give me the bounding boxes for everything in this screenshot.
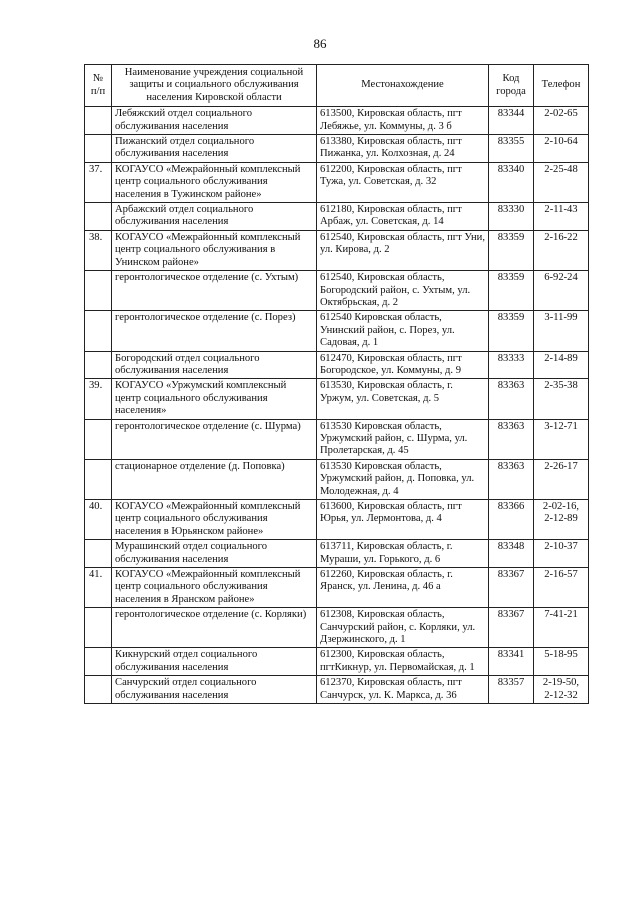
institution-address: 613500, Кировская область, пгт Лебяжье, ул. Коммуны, д. 3 б [317,107,489,135]
row-number [85,351,112,379]
city-code: 83363 [489,419,534,459]
header-address: Местонахождение [317,65,489,107]
institution-address: 612540 Кировская область, Унинский район, с. Порез, ул. Садовая, д. 1 [317,311,489,351]
row-number [85,648,112,676]
institution-name: Лебяжский отдел социального обслуживания населения [112,107,317,135]
table-row [85,459,589,499]
institution-name: КОГАУСО «Уржумский комплексный центр социального обслуживания населения» [112,379,317,419]
institution-address: 612370, Кировская область, пгт Санчурск, ул. К. Маркса, д. 36 [317,676,489,704]
table-row [85,676,589,704]
row-number: 41. [85,568,112,608]
table-row [85,648,589,676]
table-row [85,351,589,379]
institution-name: геронтологическое отделение (с. Ухтым) [112,271,317,311]
institution-name: геронтологическое отделение (с. Корляки) [112,608,317,648]
institution-address: 612540, Кировская область, Богородский район, с. Ухтым, ул. Октябрьская, д. 2 [317,271,489,311]
row-number [85,608,112,648]
city-code: 83366 [489,500,534,540]
institution-address: 612200, Кировская область, пгт Тужа, ул. Советская, д. 32 [317,162,489,202]
row-number [85,419,112,459]
city-code: 83359 [489,271,534,311]
institution-name: стационарное отделение (д. Поповка) [112,459,317,499]
table-row [85,419,589,459]
institution-name: геронтологическое отделение (с. Шурма) [112,419,317,459]
table-row [85,162,589,202]
city-code: 83363 [489,459,534,499]
phone-number: 3-12-71 [534,419,589,459]
city-code: 83367 [489,608,534,648]
institution-name: Пижанский отдел социального обслуживания населения [112,135,317,163]
institution-address: 612260, Кировская область, г. Яранск, ул. Ленина, д. 46 а [317,568,489,608]
city-code: 83357 [489,676,534,704]
row-number [85,107,112,135]
row-number [85,271,112,311]
phone-number: 2-16-57 [534,568,589,608]
phone-number: 6-92-24 [534,271,589,311]
table-row [85,311,589,351]
header-code: Код города [489,65,534,107]
table-row [85,500,589,540]
row-number [85,311,112,351]
table-row [85,608,589,648]
institution-address: 613380, Кировская область, пгт Пижанка, ул. Колхозная, д. 24 [317,135,489,163]
institution-name: Арбажский отдел социального обслуживания населения [112,203,317,231]
table-body [85,107,589,704]
phone-number: 2-16-22 [534,230,589,270]
institutions-table [84,64,589,704]
header-name: Наименование учреждения социальной защиты и социального обслуживания населения Кировской области [112,65,317,107]
institution-address: 613530, Кировская область, г. Уржум, ул. Советская, д. 5 [317,379,489,419]
phone-number: 2-02-65 [534,107,589,135]
city-code: 83367 [489,568,534,608]
institution-address: 612180, Кировская область, пгт Арбаж, ул. Советская, д. 14 [317,203,489,231]
city-code: 83359 [489,311,534,351]
institution-address: 613530 Кировская область, Уржумский район, с. Шурма, ул. Пролетарская, д. 45 [317,419,489,459]
city-code: 83359 [489,230,534,270]
institution-name: Кикнурский отдел социального обслуживания населения [112,648,317,676]
table-row [85,540,589,568]
phone-number: 2-35-38 [534,379,589,419]
phone-number: 2-10-37 [534,540,589,568]
city-code: 83330 [489,203,534,231]
institution-address: 613530 Кировская область, Уржумский район, д. Поповка, ул. Молодежная, д. 4 [317,459,489,499]
institution-name: Богородский отдел социального обслуживания населения [112,351,317,379]
institution-address: 612540, Кировская область, пгт Уни, ул. Кирова, д. 2 [317,230,489,270]
table-row [85,135,589,163]
row-number [85,459,112,499]
phone-number: 2-10-64 [534,135,589,163]
phone-number: 5-18-95 [534,648,589,676]
phone-number: 2-14-89 [534,351,589,379]
phone-number: 2-26-17 [534,459,589,499]
institution-name: КОГАУСО «Межрайонный комплексный центр социального обслуживания населения в Тужинском районе» [112,162,317,202]
institution-name: Мурашинский отдел социального обслуживания населения [112,540,317,568]
city-code: 83344 [489,107,534,135]
table-row [85,230,589,270]
table-row [85,203,589,231]
header-phone: Телефон [534,65,589,107]
phone-number: 2-02-16, 2-12-89 [534,500,589,540]
institution-name: геронтологическое отделение (с. Порез) [112,311,317,351]
institution-address: 613711, Кировская область, г. Мураши, ул. Горького, д. 6 [317,540,489,568]
table-row [85,271,589,311]
city-code: 83355 [489,135,534,163]
row-number [85,540,112,568]
institution-name: КОГАУСО «Межрайонный комплексный центр социального обслуживания населения в Яранском районе» [112,568,317,608]
city-code: 83348 [489,540,534,568]
table-row [85,379,589,419]
institution-address: 612308, Кировская область, Санчурский район, с. Корляки, ул. Дзержинского, д. 1 [317,608,489,648]
phone-number: 2-11-43 [534,203,589,231]
row-number [85,203,112,231]
row-number: 38. [85,230,112,270]
institution-name: Санчурский отдел социального обслуживания населения [112,676,317,704]
header-num: № п/п [85,65,112,107]
row-number: 39. [85,379,112,419]
institution-name: КОГАУСО «Межрайонный комплексный центр социального обслуживания населения в Юрьянском районе» [112,500,317,540]
institution-address: 612470, Кировская область, пгт Богородское, ул. Коммуны, д. 9 [317,351,489,379]
table-row [85,107,589,135]
table-header-row [85,65,589,107]
city-code: 83340 [489,162,534,202]
phone-number: 2-25-48 [534,162,589,202]
city-code: 83341 [489,648,534,676]
institution-name: КОГАУСО «Межрайонный комплексный центр социального обслуживания в Унинском районе» [112,230,317,270]
phone-number: 7-41-21 [534,608,589,648]
row-number: 37. [85,162,112,202]
page-number: 86 [313,36,327,51]
row-number: 40. [85,500,112,540]
row-number [85,676,112,704]
table-row [85,568,589,608]
city-code: 83333 [489,351,534,379]
row-number [85,135,112,163]
institution-address: 613600, Кировская область, пгт Юрья, ул. Лермонтова, д. 4 [317,500,489,540]
institution-address: 612300, Кировская область, пгтКикнур, ул. Первомайская, д. 1 [317,648,489,676]
city-code: 83363 [489,379,534,419]
phone-number: 3-11-99 [534,311,589,351]
phone-number: 2-19-50, 2-12-32 [534,676,589,704]
